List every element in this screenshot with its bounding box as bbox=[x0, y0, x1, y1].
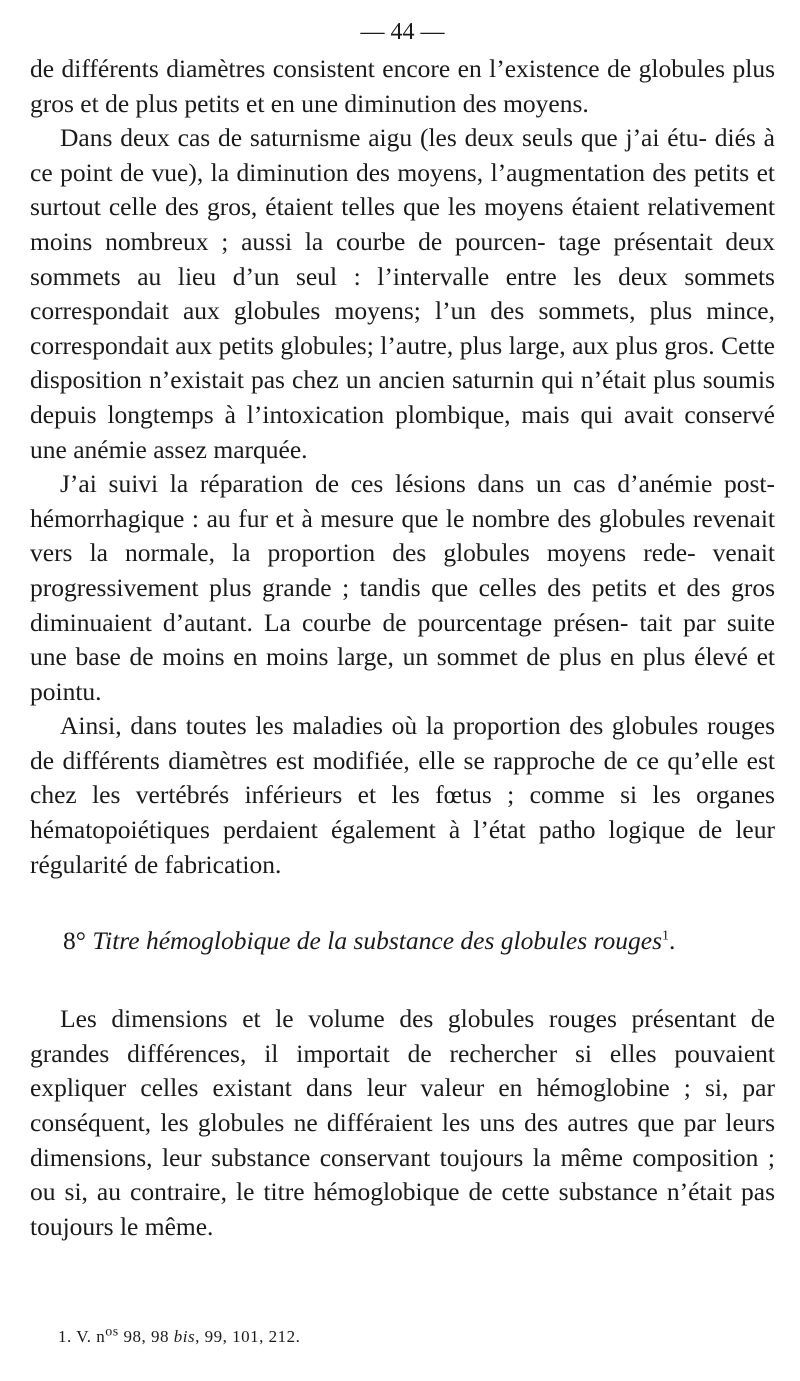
footnote-prefix: V. n bbox=[76, 1327, 106, 1346]
footnote-refs-a: 98, 98 bbox=[123, 1327, 169, 1346]
section-number: 8° bbox=[63, 926, 86, 956]
section-title: Titre hémoglobique de la substance des globules rouges bbox=[92, 926, 663, 956]
section-footnote-marker: 1 bbox=[662, 928, 670, 944]
footnote-refs-b: , 99, 101, 212. bbox=[195, 1327, 301, 1346]
document-page bbox=[30, 14, 775, 1244]
footnote-superscript: os bbox=[105, 1324, 119, 1340]
footnote-marker: 1. bbox=[58, 1327, 72, 1346]
footnote-bis: bis bbox=[173, 1327, 196, 1346]
paragraph-2: Dans deux cas de saturnisme aigu (les deux seuls que j’ai étu- diés à ce point de vue), la diminution des moyens, l’augmentation des petits et surtout celle des gros, étaient telles que les moyens étaient relativement moins nombreux ; aussi la courbe de pourcen- tage présentait deux sommets au lieu d’un seul : l’intervalle entre les deux sommets correspondait aux globules moyens; l’un des sommets, plus mince, correspondait aux petits globules; l’autre, plus large, aux plus gros. Cette disposition n’existait pas chez un ancien saturnin qui n’était plus soumis depuis longtemps à l’intoxication plombique, mais qui avait conservé une anémie assez marquée. bbox=[30, 123, 775, 464]
page-number: — 44 — bbox=[360, 19, 445, 45]
section-paragraph: Les dimensions et le volume des globules rouges présentant de grandes différences, il importait de rechercher si elles pouvaient expliquer celles existant dans leur valeur en hémoglobine ; si, par conséquent, les globules ne différaient les uns des autres que par leurs dimensions, leur substance conservant toujours la même composition ; ou si, au contraire, le titre hémoglobique de cette substance n’était pas toujours le même. bbox=[30, 1004, 775, 1241]
section-title-period: . bbox=[669, 926, 676, 956]
footnote bbox=[58, 1324, 300, 1350]
paragraph-3: J’ai suivi la réparation de ces lésions dans un cas d’anémie post- hémorrhagique : au fur et à mesure que le nombre des globules revenait vers la normale, la proportion des globules moyens rede- venait progressivement plus grande ; tandis que celles des petits et des gros diminuaient d’autant. La courbe de pourcentage présen- tait par suite une base de moins en moins large, un sommet de plus en plus élevé et pointu. bbox=[30, 469, 775, 706]
section-heading bbox=[30, 924, 775, 958]
paragraph-4: Ainsi, dans toutes les maladies où la proportion des globules rouges de différents diamètres est modifiée, elle se rapproche de ce qu’elle est chez les vertébrés inférieurs et les fœtus ; comme si les organes hématopoiétiques perdaient également à l’état patho logique de leur régularité de fabrication. bbox=[30, 711, 775, 879]
paragraph-1: de différents diamètres consistent encore en l’existence de globules plus gros et de plus petits et en une diminution des moyens. bbox=[30, 54, 775, 118]
